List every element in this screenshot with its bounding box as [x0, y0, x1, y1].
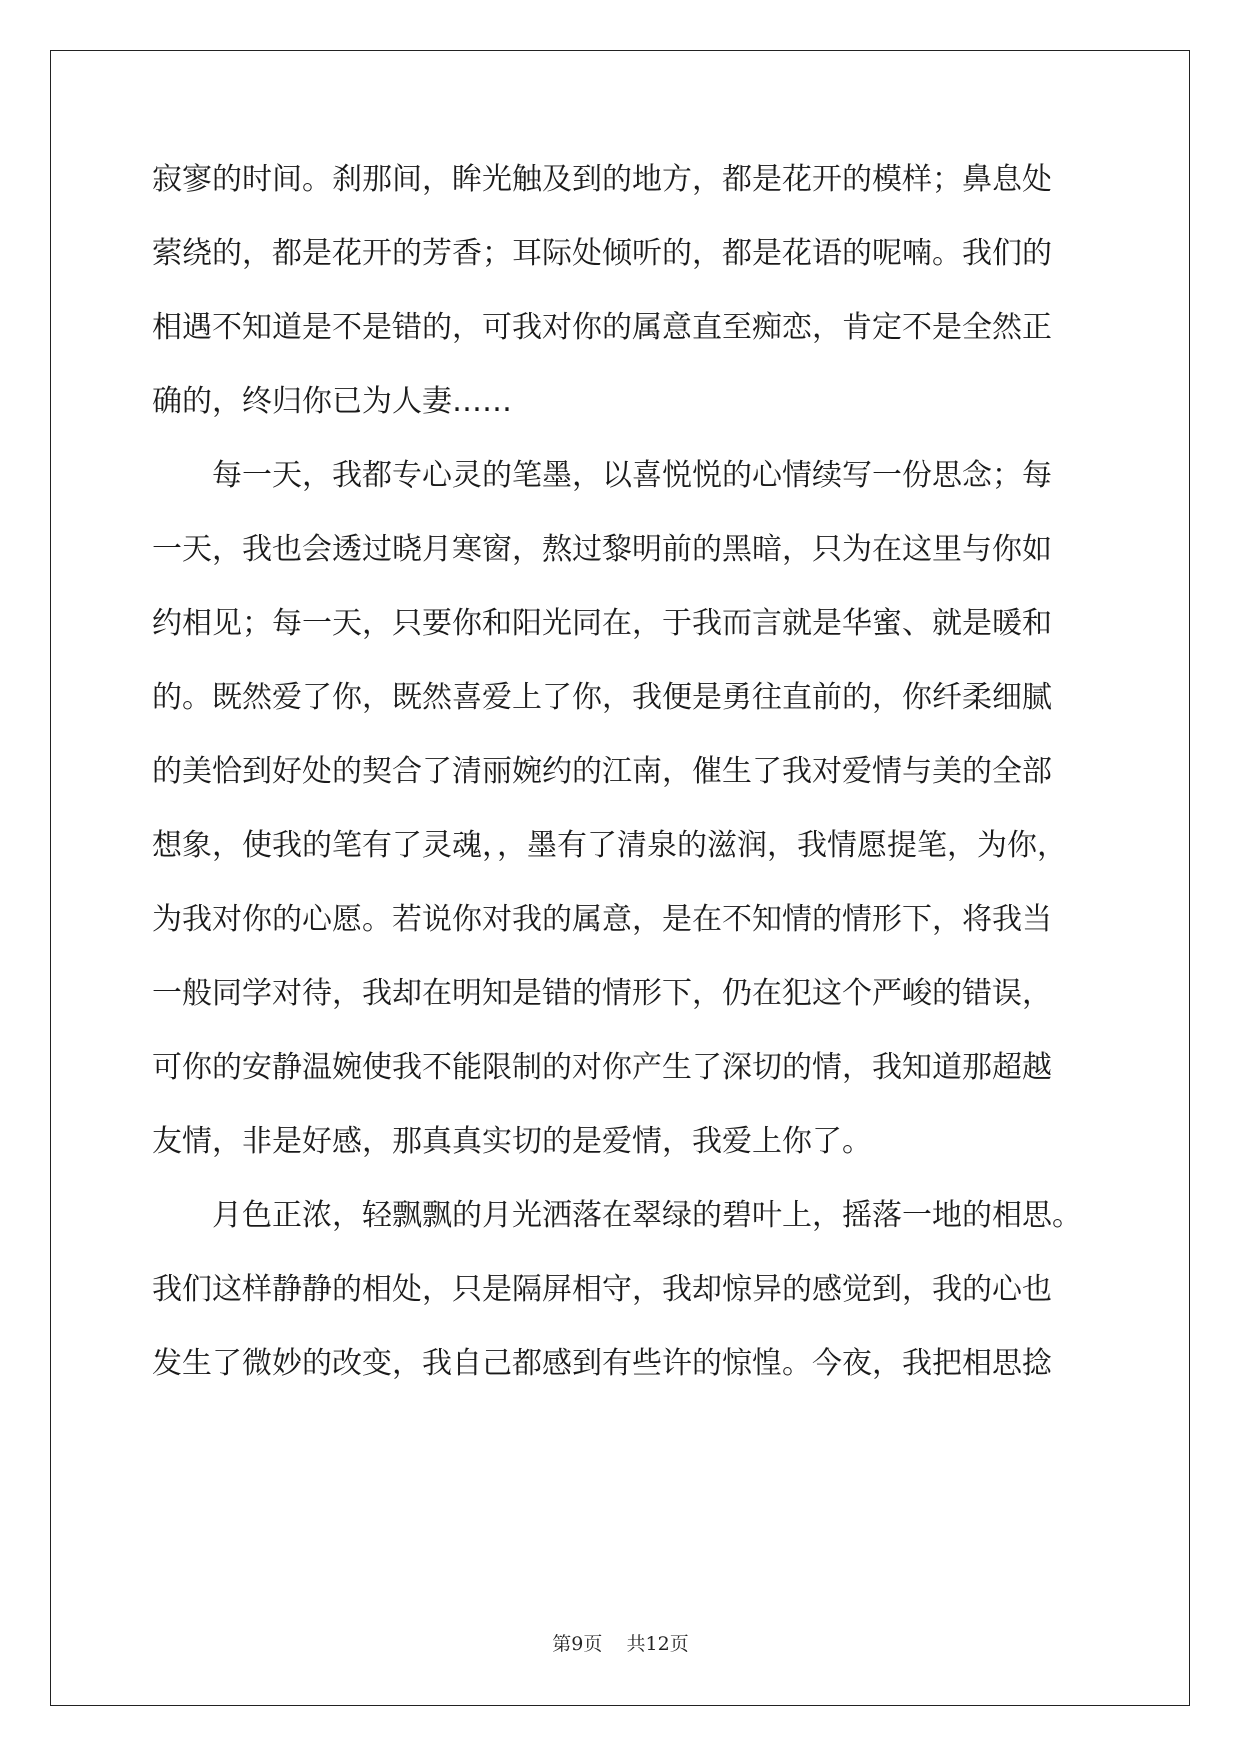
text-line: 我们这样静静的相处，只是隔屏相守，我却惊异的感觉到，我的心也 [152, 1272, 1052, 1307]
text-line: 友情，非是好感，那真真实切的是爱情，我爱上你了。 [152, 1124, 872, 1159]
text-line: 月色正浓，轻飘飘的月光洒落在翠绿的碧叶上，摇落一地的相思。 [152, 1198, 1082, 1233]
page-total: 共12页 [626, 1633, 689, 1655]
text-line: 可你的安静温婉使我不能限制的对你产生了深切的情，我知道那超越 [152, 1050, 1052, 1085]
text-line: 一天，我也会透过晓月寒窗，熬过黎明前的黑暗，只为在这里与你如 [152, 532, 1052, 567]
text-line: 的美恰到好处的契合了清丽婉约的江南，催生了我对爱情与美的全部 [152, 754, 1052, 789]
text-line: 发生了微妙的改变，我自己都感到有些许的惊惶。今夜，我把相思捻 [152, 1346, 1052, 1381]
text-line: 约相见；每一天，只要你和阳光同在，于我而言就是华蜜、就是暖和 [152, 606, 1052, 641]
text-line: 每一天，我都专心灵的笔墨，以喜悦悦的心情续写一份思念；每 [152, 458, 1052, 493]
text-line: 一般同学对待，我却在明知是错的情形下，仍在犯这个严峻的错误， [152, 976, 1052, 1011]
page-number: 第9页 [552, 1633, 603, 1655]
page-border [50, 50, 1190, 1706]
text-line: 想象，使我的笔有了灵魂，，墨有了清泉的滋润，我情愿提笔，为你， [152, 828, 1067, 863]
text-line: 的。既然爱了你，既然喜爱上了你，我便是勇往直前的，你纤柔细腻 [152, 680, 1052, 715]
text-line: 萦绕的，都是花开的芳香；耳际处倾听的，都是花语的呢喃。我们的 [152, 236, 1052, 271]
text-line: 寂寥的时间。刹那间，眸光触及到的地方，都是花开的模样；鼻息处 [152, 162, 1052, 197]
page-footer [0, 1629, 1241, 1656]
text-line: 相遇不知道是不是错的，可我对你的属意直至痴恋，肯定不是全然正 [152, 310, 1052, 345]
text-line: 为我对你的心愿。若说你对我的属意，是在不知情的情形下，将我当 [152, 902, 1052, 937]
text-line: 确的，终归你已为人妻…… [152, 384, 512, 419]
